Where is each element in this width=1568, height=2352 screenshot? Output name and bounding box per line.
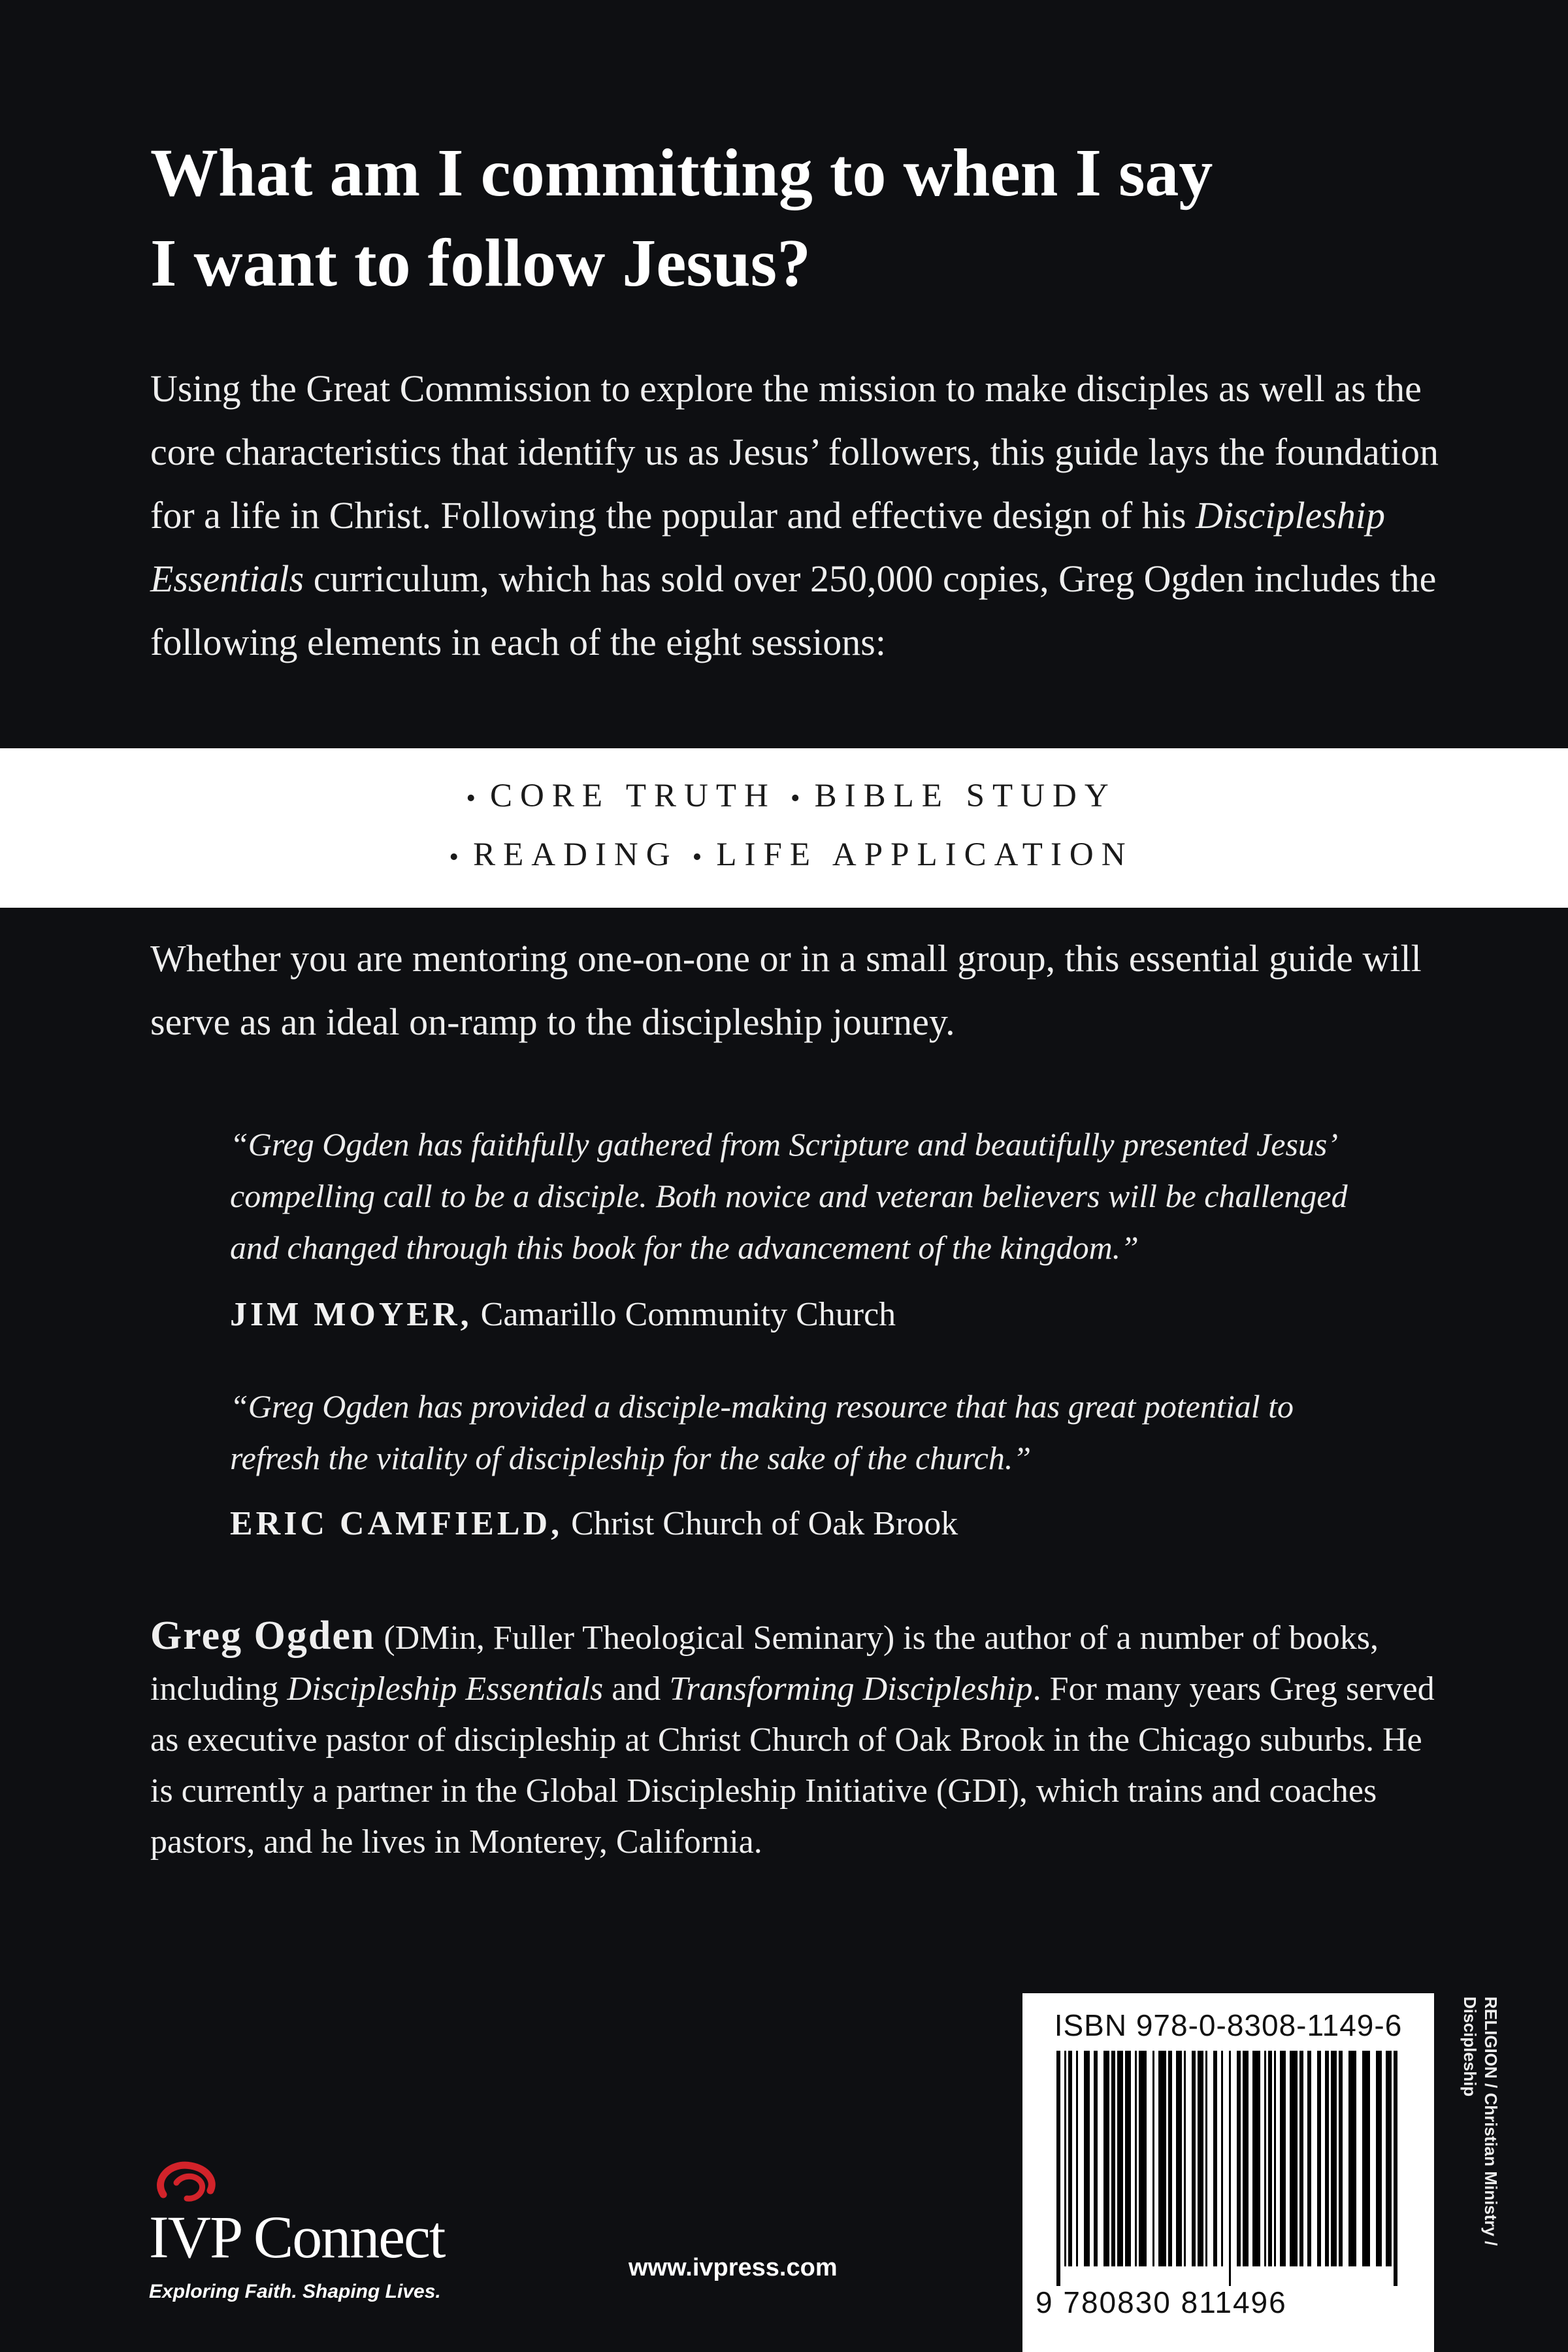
elements-row-2	[0, 836, 1568, 874]
endorsement-quote-2: “Greg Ogden has provided a disciple-making resource that has great potential to refresh the vitality of discipleship for the sake of the church.”	[230, 1388, 1294, 1476]
barcode-digits: 9 780830 811496	[1036, 2285, 1287, 2319]
isbn-barcode-box	[1022, 1993, 1434, 2352]
isbn-label: ISBN 978-0-8308-1149-6	[1054, 2008, 1403, 2042]
author-name: Greg Ogden	[150, 1614, 376, 1658]
intro-book-title: Discipleship Essentials	[150, 494, 1386, 600]
endorser-affiliation-2: Christ Church of Oak Brook	[563, 1505, 958, 1542]
headline	[150, 128, 1392, 308]
elements-band	[0, 748, 1568, 908]
element-core-truth: CORE TRUTH	[490, 778, 776, 814]
endorser-affiliation-1: Camarillo Community Church	[472, 1296, 896, 1333]
bullet-icon: •	[692, 842, 702, 873]
bio-and: and	[603, 1670, 670, 1708]
publisher-website[interactable]: www.ivpress.com	[629, 2254, 838, 2281]
endorsement-attribution-1	[230, 1295, 896, 1334]
publisher-name: IVP Connect	[149, 2204, 445, 2270]
element-bible-study: BIBLE STUDY	[814, 778, 1117, 814]
bio-text-2: . For many years Greg served as executive pastor of discipleship at Christ Church of Oak Brook in the Chicago suburbs. He is currently a partner in the Global Discipleship Initiative (GDI), which trains and coaches pastors, and he lives in Monterey, California.	[150, 1670, 1435, 1861]
element-life-application: LIFE APPLICATION	[716, 836, 1134, 873]
intro-text-2: curriculum, which has sold over 250,000 copies, Greg Ogden includes the following elements in each of the eight sessions:	[150, 557, 1437, 663]
endorser-name-2: ERIC CAMFIELD,	[230, 1505, 563, 1542]
endorser-name-1: JIM MOYER,	[230, 1296, 472, 1333]
intro-paragraph	[150, 357, 1450, 674]
bio-text-1: (DMin, Fuller Theological Seminary) is the author of a number of books, including	[150, 1619, 1379, 1708]
whether-paragraph: Whether you are mentoring one-on-one or in a small group, this essential guide will serve as an ideal on-ramp to the discipleship journey.	[150, 937, 1422, 1043]
bio-book-1: Discipleship Essentials	[287, 1670, 604, 1708]
bullet-icon: •	[790, 784, 800, 814]
ivp-swirl-icon	[150, 2157, 229, 2209]
barcode-icon	[1056, 2051, 1400, 2286]
elements-row-1	[0, 777, 1568, 815]
endorsement-quote-1: “Greg Ogden has faithfully gathered from Scripture and beautifully presented Jesus’ compelling call to be a disciple. Both novice and veteran believers will be challenged and changed through this book for the advancement of the kingdom.”	[230, 1126, 1348, 1266]
headline-line-1: What am I committing to when I say	[150, 135, 1213, 210]
bio-book-2: Transforming Discipleship	[669, 1670, 1033, 1708]
bullet-icon: •	[449, 842, 459, 873]
intro-text-1: Using the Great Commission to explore the mission to make disciples as well as the core characteristics that identify us as Jesus’ followers, this guide lays the foundation for a life in Christ. Following the popular and effective design of his	[150, 367, 1439, 537]
endorsement-attribution-2	[230, 1504, 958, 1543]
bullet-icon: •	[466, 784, 476, 814]
headline-line-2: I want to follow Jesus?	[150, 225, 811, 301]
category-label: RELIGION / Christian Ministry / Discipleship	[1460, 1996, 1501, 2246]
element-reading: READING	[473, 836, 678, 873]
author-bio	[150, 1610, 1444, 1868]
publisher-tagline: Exploring Faith. Shaping Lives.	[149, 2281, 441, 2302]
